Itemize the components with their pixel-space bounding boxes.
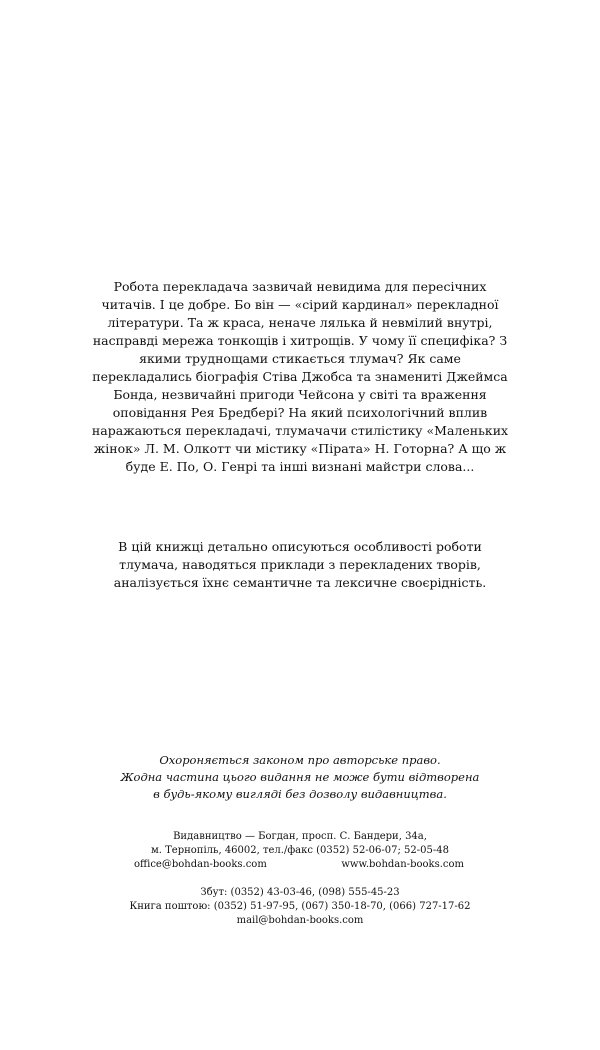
copyright-line-2: Жодна частина цього видання не може бути відтворена xyxy=(120,770,480,784)
publisher-contacts xyxy=(110,830,490,872)
sales-contacts xyxy=(110,886,490,928)
copyright-notice xyxy=(120,752,480,803)
sales-phone: Збут: (0352) 43-03-46, (098) 555-45-23 xyxy=(200,887,400,898)
publisher-address: Видавництво — Богдан, просп. С. Бандери, 34а, xyxy=(173,831,427,842)
publisher-website-link[interactable]: www.bohdan-books.com xyxy=(341,859,464,870)
sales-email-link[interactable]: mail@bohdan-books.com xyxy=(236,915,364,926)
mail-order-phones: Книга поштою: (0352) 51-97-95, (067) 350-18-70, (066) 727-17-62 xyxy=(129,901,471,912)
blurb-paragraph-2: В цій книжці детально описуються особливості роботи тлумача, наводяться приклади з перекладених творів, аналізується їхнє семантичне та лексичне своєрідність. xyxy=(113,539,487,590)
copyright-line-1: Охороняється законом про авторське право. xyxy=(159,753,441,767)
blurb-paragraph-1: Робота перекладача зазвичай невидима для пересічних читачів. І це добре. Бо він — «сірий кардинал» перекладної літератури. Та ж краса, неначе лялька й невмілий внутрі, насправді мережа тонкощів і хитрощів. У чому її специфіка? З якими труднощами стикається тлумач? Як саме перекладались біографія Стіва Джобса та знамениті Джеймса Бонда, незвичайні пригоди Чейсона у світі та враження оповідання Рея Бредбері? На який психологічний вплив наражаються перекладачі, тлумачачи стилістику «Маленьких жінок» Л. М. Олкотт чи містику «Пірата» Н. Готорна? А що ж буде Е. По, О. Генрі та інші визнані майстри слова... xyxy=(91,279,509,474)
copyright-line-3: в будь-якому вигляді без дозволу видавництва. xyxy=(153,787,447,801)
publisher-links xyxy=(110,858,490,872)
publisher-email-link[interactable]: office@bohdan-books.com xyxy=(134,859,267,870)
publisher-phone: м. Тернопіль, 46002, тел./факс (0352) 52-06-07; 52-05-48 xyxy=(150,845,449,856)
